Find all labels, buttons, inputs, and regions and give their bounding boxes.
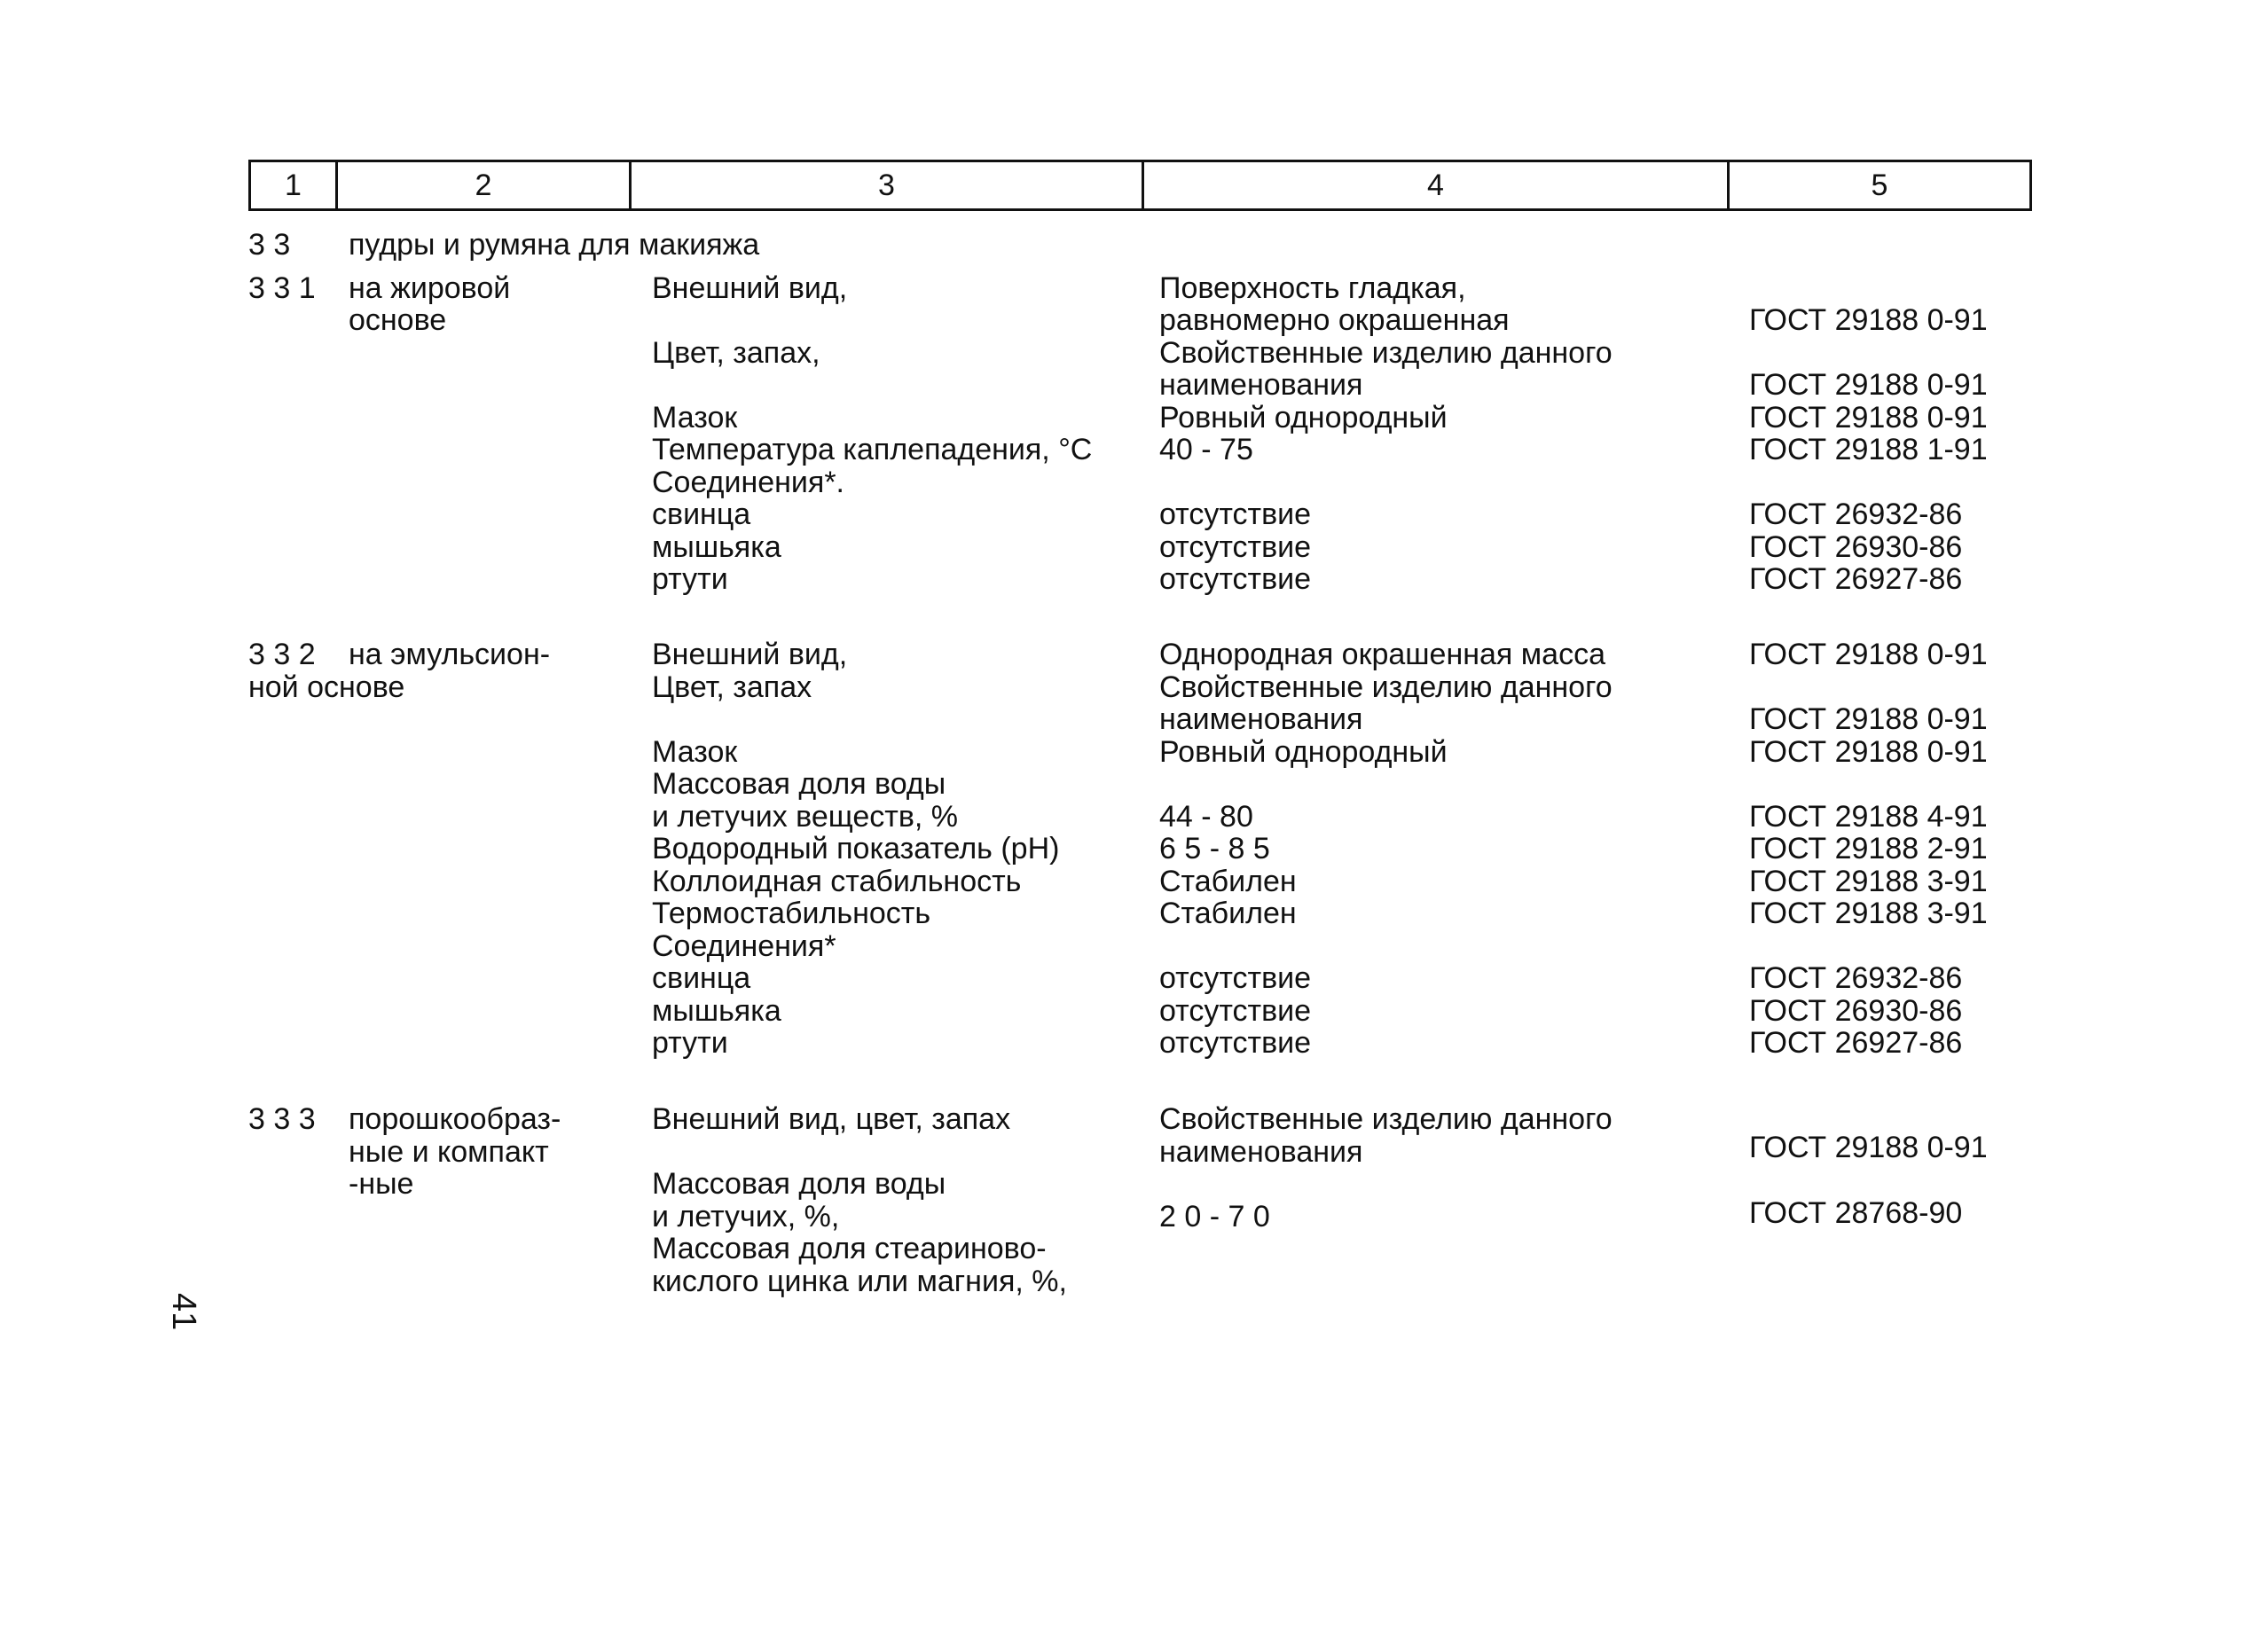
row-332-norm: Стабилен [1159,897,1297,930]
row-331-indicator: Соединения*. [652,466,844,499]
row-331-standard: ГОСТ 29188 0-91 [1749,303,1988,337]
row-331-norm: Ровный однородный [1159,401,1448,435]
row-331-indicator: Внешний вид, [652,271,848,305]
row-331-standard: ГОСТ 26927-86 [1749,562,1963,596]
row-332-standard: ГОСТ 29188 3-91 [1749,865,1988,898]
row-332-indicator: свинца [652,961,751,995]
row-332-indicator: Мазок [652,735,738,769]
column-header-1: 1 [251,162,338,208]
row-332-name-line2: ной основе [248,670,405,704]
column-header-3: 3 [632,162,1144,208]
row-333-indicator: и летучих, %, [652,1200,840,1234]
section-title: пудры и румяна для макияжа [349,228,760,262]
row-332-norm: отсутствие [1159,961,1312,995]
row-332-norm: Стабилен [1159,865,1297,898]
row-331-standard: ГОСТ 29188 0-91 [1749,401,1988,435]
row-332-standard: ГОСТ 29188 0-91 [1749,638,1988,671]
row-332-indicator: Цвет, запах [652,670,812,704]
column-header-4: 4 [1144,162,1730,208]
row-332-indicator: Термостабильность [652,897,931,930]
row-333-standard: ГОСТ 28768-90 [1749,1196,1963,1230]
row-333-indicator: кислого цинка или магния, %, [652,1265,1067,1298]
row-332-indicator: Внешний вид, [652,638,848,671]
row-332-norm: Свойственные изделию данного [1159,670,1613,704]
row-331-indicator: мышьяка [652,530,781,564]
page-number: 41 [165,1293,202,1331]
row-333-norm: 2 0 - 7 0 [1159,1200,1270,1234]
row-332-norm: наименования [1159,702,1363,736]
row-333-name-line2: ные и компакт [349,1135,549,1169]
row-331-name-line2: основе [349,303,447,337]
row-332-standard: ГОСТ 29188 3-91 [1749,897,1988,930]
row-331-standard: ГОСТ 29188 1-91 [1749,433,1988,466]
row-333-norm: Свойственные изделию данного [1159,1102,1613,1136]
row-331-norm: Поверхность гладкая, [1159,271,1466,305]
column-header-2: 2 [338,162,632,208]
row-332-indicator: Массовая доля воды [652,767,946,801]
row-332-standard: ГОСТ 29188 0-91 [1749,735,1988,769]
row-331-number: 3 3 1 [248,271,316,305]
row-331-standard: ГОСТ 29188 0-91 [1749,368,1988,402]
row-333-name-line3: -ные [349,1167,414,1201]
row-331-indicator: свинца [652,497,751,531]
row-332-name-line1: на эмульсион- [349,638,551,671]
column-header-5: 5 [1871,168,1888,202]
row-333-indicator: Массовая доля стеариново- [652,1232,1047,1265]
row-331-norm: отсутствие [1159,497,1312,531]
row-333-indicator: Внешний вид, цвет, запах [652,1102,1011,1136]
row-331-name-line1: на жировой [349,271,511,305]
row-332-standard: ГОСТ 29188 2-91 [1749,832,1988,865]
row-332-standard: ГОСТ 26930-86 [1749,994,1963,1028]
row-333-name-line1: порошкообраз- [349,1102,561,1136]
row-331-standard: ГОСТ 26930-86 [1749,530,1963,564]
row-333-indicator: Массовая доля воды [652,1167,946,1201]
section-number: 3 3 [248,228,291,262]
row-332-indicator: и летучих веществ, % [652,800,959,834]
row-331-norm: отсутствие [1159,562,1312,596]
row-332-indicator: ртути [652,1026,728,1060]
row-332-number: 3 3 2 [248,638,316,671]
row-332-norm: отсутствие [1159,994,1312,1028]
row-332-norm: Однородная окрашенная масса [1159,638,1605,671]
row-332-norm: Ровный однородный [1159,735,1448,769]
row-333-standard: ГОСТ 29188 0-91 [1749,1131,1988,1164]
row-331-norm: Свойственные изделию данного [1159,336,1613,370]
row-332-indicator: мышьяка [652,994,781,1028]
row-332-norm: 6 5 - 8 5 [1159,832,1270,865]
row-331-norm: наименования [1159,368,1363,402]
row-332-standard: ГОСТ 29188 4-91 [1749,800,1988,834]
row-332-standard: ГОСТ 29188 0-91 [1749,702,1988,736]
row-332-norm: 44 - 80 [1159,800,1253,834]
row-331-indicator: Мазок [652,401,738,435]
row-331-standard: ГОСТ 26932-86 [1749,497,1963,531]
row-331-norm: 40 - 75 [1159,433,1253,466]
row-333-number: 3 3 3 [248,1102,316,1136]
row-331-norm: отсутствие [1159,530,1312,564]
row-332-indicator: Коллоидная стабильность [652,865,1022,898]
row-332-standard: ГОСТ 26927-86 [1749,1026,1963,1060]
table-header-row [248,160,2032,211]
row-332-indicator: Водородный показатель (pH) [652,832,1060,865]
row-333-norm: наименования [1159,1135,1363,1169]
row-331-norm: равномерно окрашенная [1159,303,1510,337]
row-331-indicator: Цвет, запах, [652,336,820,370]
row-332-norm: отсутствие [1159,1026,1312,1060]
row-332-standard: ГОСТ 26932-86 [1749,961,1963,995]
row-331-indicator: ртути [652,562,728,596]
row-332-indicator: Соединения* [652,929,836,963]
row-331-indicator: Температура каплепадения, °С [652,433,1093,466]
